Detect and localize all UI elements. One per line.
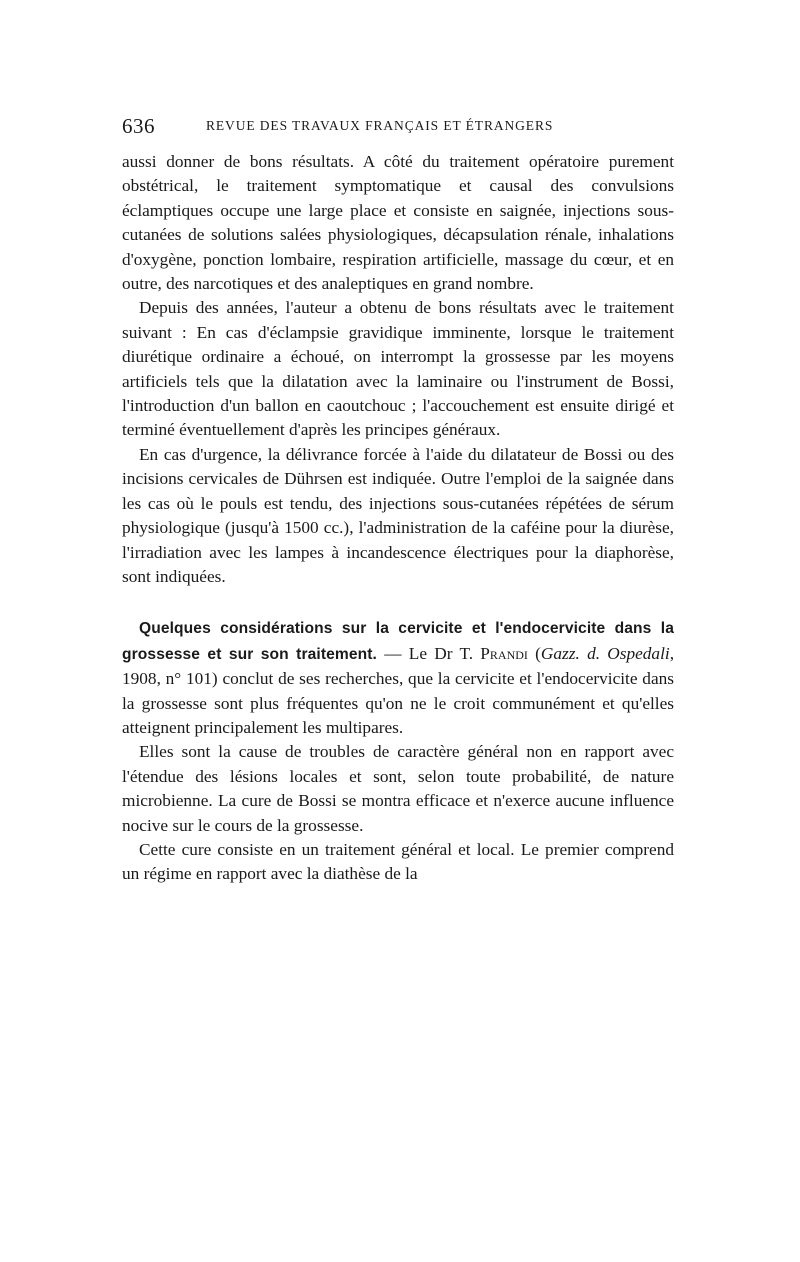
section-gap: [122, 589, 674, 616]
title-dash: —: [377, 643, 409, 663]
citation-journal: Gazz. d. Ospedali: [540, 643, 670, 663]
citation-open: (: [527, 643, 541, 663]
paragraph: Elles sont la cause de troubles de caractère général non en rapport avec l'étendue des lésions locales et sont, selon toute probabilité, de nature microbienne. La cure de Bossi se montra efficace et n'exerce aucune influence nocive sur le cours de la grossesse.: [122, 742, 674, 835]
author-name: Prandi: [480, 643, 528, 663]
article-opening-paragraph: [122, 616, 674, 740]
opening-paragraph-rest: conclut de ses recherches, que la cervicite et l'endocervicite dans la grossesse sont plus fréquentes qu'on ne le croit communément et qu'elles atteignent principalement les multipares.: [122, 669, 674, 737]
paragraph: En cas d'urgence, la délivrance forcée à l'aide du dilatateur de Bossi ou des incisions cervicales de Dührsen est indiquée. Outre l'emploi de la saignée dans les cas où le pouls est tendu, des injections sous-cutanées répétées de sérum physiologique (jusqu'à 1500 cc.), l'administration de la caféine pour la diurèse, l'irradiation avec les lampes à incandescence électriques pour la diaphorèse, sont indiquées.: [122, 444, 674, 586]
journal-title: REVUE DES TRAVAUX FRANÇAIS ET ÉTRANGERS: [206, 118, 554, 133]
paragraph: Cette cure consiste en un traitement général et local. Le premier comprend un régime en rapport avec la diathèse de la: [122, 839, 674, 884]
citation-details: , 1908, n° 101): [122, 643, 675, 689]
paragraph: Depuis des années, l'auteur a obtenu de bons résultats avec le traitement suivant : En cas d'éclampsie gravidique imminente, lorsque le traitement diurétique ordinaire a échoué, on interrompt la grossesse par les moyens artificiels tels que la dilatation avec la laminaire ou l'instrument de Bossi, l'introduction d'un ballon en caoutchouc ; l'accouchement est ensuite dirigé et terminé éventuellement d'après les principes généraux.: [122, 298, 674, 440]
document-page: [122, 112, 674, 887]
page-number: 636: [122, 114, 155, 138]
author-prefix: Le Dr T.: [408, 643, 481, 663]
paragraph-continued: aussi donner de bons résultats. A côté du traitement opératoire purement obstétrical, le traitement symptomatique et causal des convulsions éclamptiques occupe une large place et consiste en saignée, injections sous-cutanées de solutions salées physiologiques, décapsulation rénale, inhalations d'oxygène, ponction lombaire, respiration artificielle, massage du cœur, et en outre, des narcotiques et des analeptiques en grand nombre.: [122, 152, 674, 294]
running-head: [122, 112, 674, 142]
article-title: Quelques considérations sur la cervicite et l'endocervicite dans la grossesse et sur son traitement.: [122, 620, 674, 663]
